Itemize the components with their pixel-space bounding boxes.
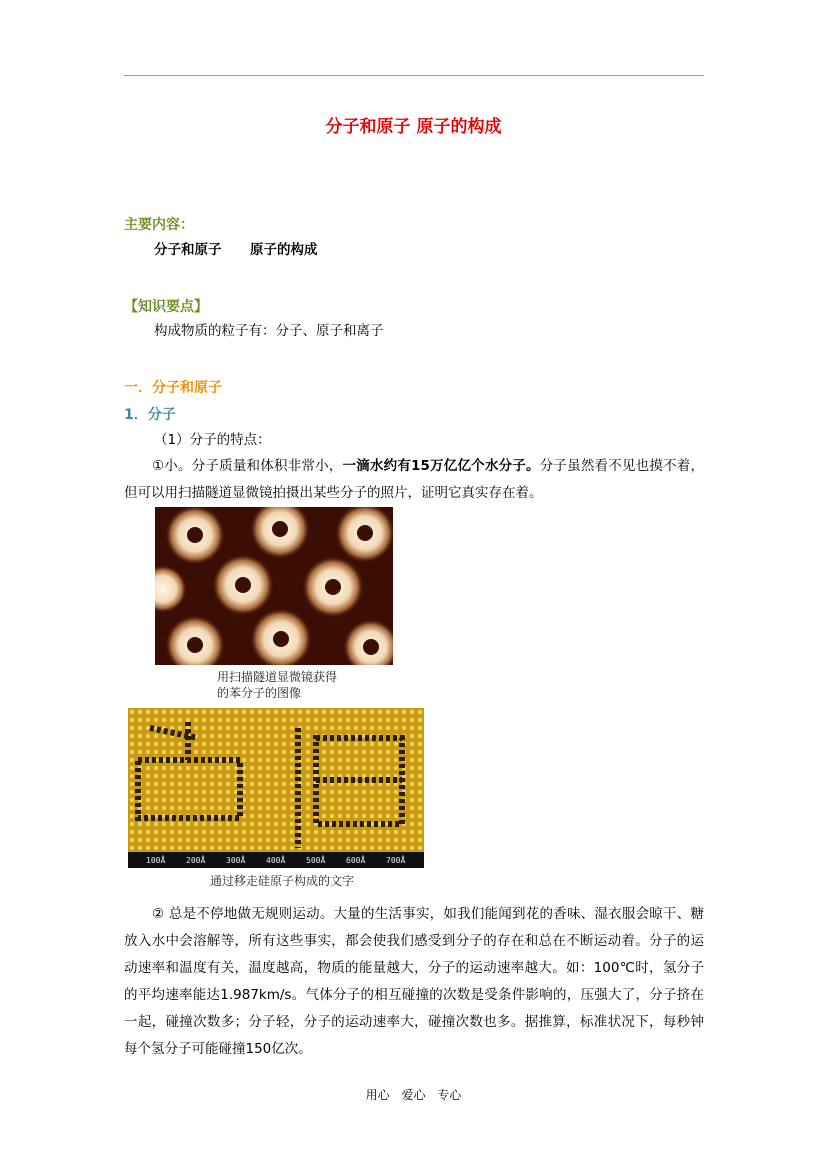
knowledge-label: 【知识要点】 <box>124 299 208 315</box>
silicon-atoms-stm-image <box>128 708 424 868</box>
figure-1-caption-line-1: 用扫描隧道显微镜获得 <box>217 670 338 684</box>
header-rule <box>124 75 704 76</box>
benzene-stm-image <box>155 507 393 665</box>
subsection-heading: 1．分子 <box>124 407 176 423</box>
main-content-label: 主要内容： <box>124 217 194 233</box>
features-label: （1）分子的特点： <box>154 432 271 448</box>
paragraph-1 <box>124 453 704 507</box>
scale-label: 500Å <box>306 856 326 865</box>
scale-label: 600Å <box>346 856 366 865</box>
scale-label: 700Å <box>386 856 406 865</box>
main-content-text-b: 原子的构成 <box>250 242 318 258</box>
paragraph-1-emphasis: 一滴水约有15万亿亿个水分子。 <box>342 458 540 474</box>
section-heading: 一．分子和原子 <box>124 380 222 396</box>
scale-label: 100Å <box>146 856 166 865</box>
figure-2-caption: 通过移走硅原子构成的文字 <box>210 874 355 888</box>
paragraph-1-part-c: 分子虽然看不见也摸不着，但可以用扫描隧道显微镜拍摄出某些分子的照片，证明它真实存在着。 <box>124 458 705 501</box>
scale-label: 300Å <box>226 856 246 865</box>
knowledge-text: 构成物质的粒子有：分子、原子和离子 <box>154 323 384 339</box>
scale-label: 400Å <box>266 856 286 865</box>
scale-label: 200Å <box>186 856 206 865</box>
paragraph-1-part-a: ①小。分子质量和体积非常小， <box>152 458 343 474</box>
figure-1-caption-line-2: 的苯分子的图像 <box>217 686 302 700</box>
footer: 用心 爱心 专心 <box>365 1088 462 1102</box>
page-title: 分子和原子 原子的构成 <box>325 117 502 137</box>
main-content-text-a: 分子和原子 <box>154 242 222 258</box>
paragraph-2: ② 总是不停地做无规则运动。大量的生活事实，如我们能闻到花的香味、湿衣服会晾干、糖放入水中会溶解等，所有这些事实，都会使我们感受到分子的存在和总在不断运动着。分子的运动速率和温度有关，温度越高，物质的能量越大，分子的运动速率越大。如：100℃时，氢分子的平均速率能达1.987km/s。气体分子的相互碰撞的次数是受条件影响的，压强大了，分子挤在一起，碰撞次数多；分子轻，分子的运动速率大，碰撞次数也多。据推算，标准状况下，每秒钟每个氢分子可能碰撞150亿次。 <box>124 906 704 1057</box>
